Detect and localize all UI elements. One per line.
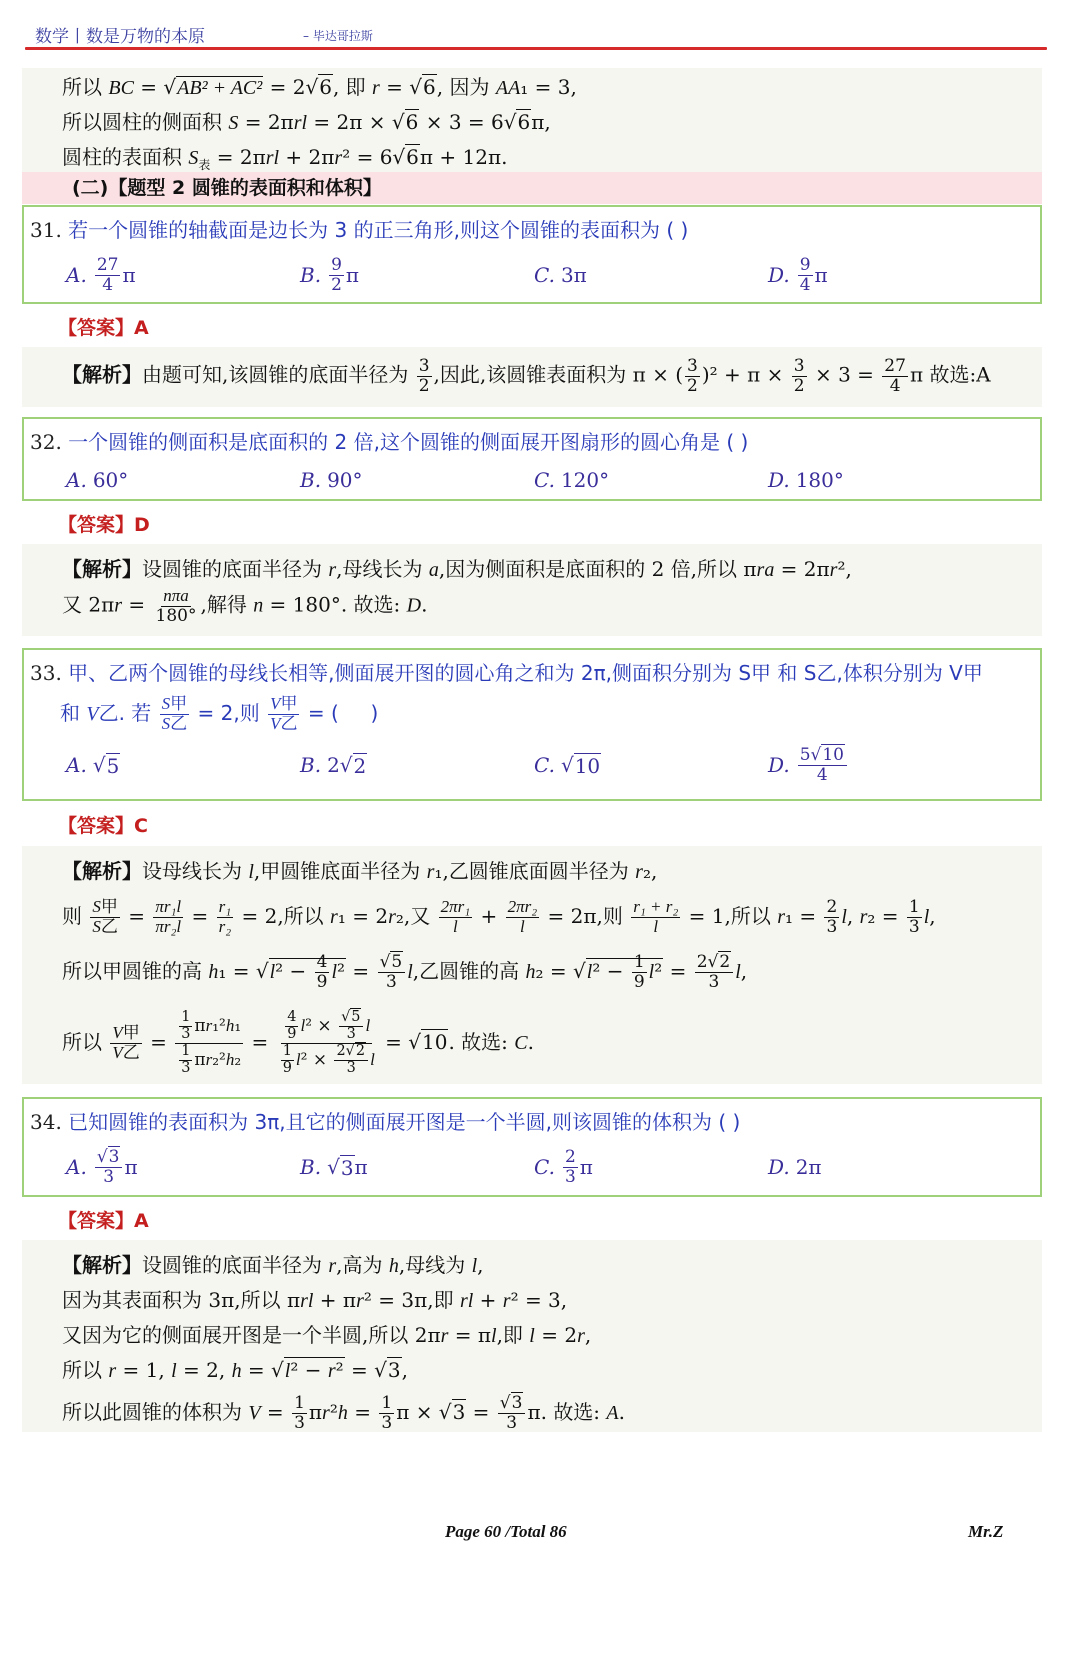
analysis-33: 【解析】设母线长为 l,甲圆锥底面半径为 r₁,乙圆锥底面圆半径为 r₂, 则 $\frac{\text{S甲}}{\text{S乙}}$ = $\frac{\text{πr₁l}}{\text{πr₂l}}$ = $\frac{\text{r₁}}{\text{r₂}}$ = 2,所以 r₁ = 2r₂,又 $\frac{\text{2πr₁}}{l}$ + $\frac{\text{2πr₂}}{l}$ = 2π,则 $\frac{\text{r₁ + r₂}}{l}$ = 1,所以 r₁ = $\frac{2}{3}$ l, r₂ = $\frac{1}{3}$ l, 所以甲圆锥的高 h₁ = √l² − $\frac{4}{9}$ l² = $\frac{√5}{3}$ l,乙圆锥的高 h₂ = √l² − $\frac{1}{9}$ l² = $\frac{2√2}{3}$ l, 所以 $\frac{\text{V甲}}{\text{V乙}}$ = $\frac{1}{3}$ πr₁²h₁ $\frac{1}{3}$ πr₂²h₂ = $\frac{4}{9}$ l² × $\frac{√5}{3}$ l $\frac{1}{9}$ l² × $\frac{2√2}{3}$ l = √10. 故选: C.: [22, 846, 1042, 1084]
page-header: [35, 18, 1040, 50]
option-a[interactable]: A. 60°: [66, 468, 129, 492]
option-c[interactable]: C. $\frac{2}{3}$ π: [534, 1146, 593, 1187]
option-d[interactable]: D. 180°: [768, 468, 844, 492]
question-text: 已知圆锥的表面积为 3π,且它的侧面展开图是一个半圆,则该圆锥的体积为 ( ): [68, 1110, 741, 1134]
section-heading: (二)【题型 2 圆锥的表面积和体积】: [22, 172, 1042, 204]
options: [30, 741, 1034, 789]
analysis-31: 【解析】由题可知,该圆锥的底面半径为 $\frac{3}{2}$ ,因此,该圆锥表面积为 π × ( $\frac{3}{2}$ )² + π × $\frac{3}{2}$ × 3 = $\frac{27}{4}$ π 故选:A: [22, 347, 1042, 407]
options: [30, 463, 1034, 497]
analysis-34: 【解析】设圆锥的底面半径为 r,高为 h,母线为 l, 因为其表面积为 3π,所以 πrl + πr² = 3π,即 rl + r² = 3, 又因为它的侧面展开图是一个半圆,所以 2πr = πl,即 l = 2r, 所以 r = 1, l = 2, h = √l² − r² = √3, 所以此圆锥的体积为 V = $\frac{1}{3}$ πr²h = $\frac{1}{3}$ π × √3 = $\frac{√3}{3}$ π. 故选: A.: [22, 1240, 1042, 1432]
option-b[interactable]: B. 90°: [300, 468, 363, 492]
option-c[interactable]: C. 3π: [534, 263, 587, 287]
question-text-2: 和 V乙. 若 $\frac{\text{S甲}}{\text{S乙}}$ = 2,则 $\frac{\text{V甲}}{\text{V乙}}$ = ( ): [60, 694, 379, 734]
analysis-32: 【解析】设圆锥的底面半径为 r,母线长为 a,因为侧面积是底面积的 2 倍,所以 πra = 2πr², 又 2πr = $\frac{\text{nπa}}{180^\circ}$ ,解得 n = 180°. 故选: D.: [22, 544, 1042, 636]
intro-line-1: 所以 BC = √AB² + AC² = 2√6, 即 r = √6, 因为 AA₁ = 3,: [62, 75, 577, 99]
header-divider: [25, 47, 1047, 50]
options: [30, 1143, 1034, 1191]
option-d[interactable]: D. $\frac{5√10}{4}$: [768, 746, 1002, 784]
option-a[interactable]: A. √ 5: [66, 753, 120, 778]
option-c[interactable]: C. √ 10: [534, 753, 601, 778]
header-motto: – 毕达哥拉斯: [303, 29, 373, 43]
option-d[interactable]: D. $\frac{9}{4}$ π: [768, 254, 828, 295]
option-c[interactable]: C. 120°: [534, 468, 610, 492]
question-number: 31.: [30, 218, 62, 242]
option-b[interactable]: B. 2√ 2: [300, 753, 367, 778]
option-d[interactable]: D. 2π: [768, 1155, 822, 1179]
question-text: 甲、乙两个圆锥的母线长相等,侧面展开图的圆心角之和为 2π,侧面积分别为 S甲 和 S乙,体积分别为 V甲: [68, 661, 983, 685]
question-33: 33. 甲、乙两个圆锥的母线长相等,侧面展开图的圆心角之和为 2π,侧面积分别为 S甲 和 S乙,体积分别为 V甲 和 V乙. 若 $\frac{\text{S甲}}{\text{S乙}}$ = 2,则 $\frac{\text{V甲}}{\text{V乙}}$ = ( ) A. √ 5 B. 2√ 2 C. √ 10 D. $\frac{5√10}{4}$: [22, 648, 1042, 801]
intro-line-3: 圆柱的表面积 $S_表 = 2\pi rl + 2\pi r^2 = 6√6\pi + 12\pi$.: [62, 145, 508, 172]
intro-line-2: 所以圆柱的侧面积 S = 2πrl = 2π × √6 × 3 = 6√6π,: [62, 110, 551, 134]
intro-solution: [22, 68, 1042, 172]
answer-32: 【答案】D: [58, 514, 150, 536]
footer-author: Mr.Z: [968, 1522, 1004, 1541]
question-text: 若一个圆锥的轴截面是边长为 3 的正三角形,则这个圆锥的表面积为 ( ): [68, 218, 689, 242]
option-a[interactable]: A. $\frac{27}{4}$ π: [66, 254, 136, 295]
answer-31: 【答案】A: [58, 317, 149, 339]
question-34: 34. 已知圆锥的表面积为 3π,且它的侧面展开图是一个半圆,则该圆锥的体积为 ( ) A. $\frac{√3}{3}$ π B. √ 3 π C. $\frac{2}{3}$ π D. 2π: [22, 1097, 1042, 1197]
answer-34: 【答案】A: [58, 1210, 149, 1232]
option-a[interactable]: A. $\frac{√3}{3}$ π: [66, 1146, 138, 1187]
page-number: Page 60 /Total 86: [445, 1522, 567, 1541]
question-31: [22, 205, 1042, 304]
options: [30, 251, 1034, 299]
question-text: 一个圆锥的侧面积是底面积的 2 倍,这个圆锥的侧面展开图扇形的圆心角是 ( ): [68, 430, 749, 454]
header-title: 数学丨数是万物的本原: [35, 27, 205, 47]
option-b[interactable]: B. √ 3 π: [300, 1155, 368, 1180]
option-b[interactable]: B. $\frac{9}{2}$ π: [300, 254, 360, 295]
answer-33: 【答案】C: [58, 815, 148, 837]
question-32: 32. 一个圆锥的侧面积是底面积的 2 倍,这个圆锥的侧面展开图扇形的圆心角是 ( ) A. 60° B. 90° C. 120° D. 180°: [22, 417, 1042, 501]
